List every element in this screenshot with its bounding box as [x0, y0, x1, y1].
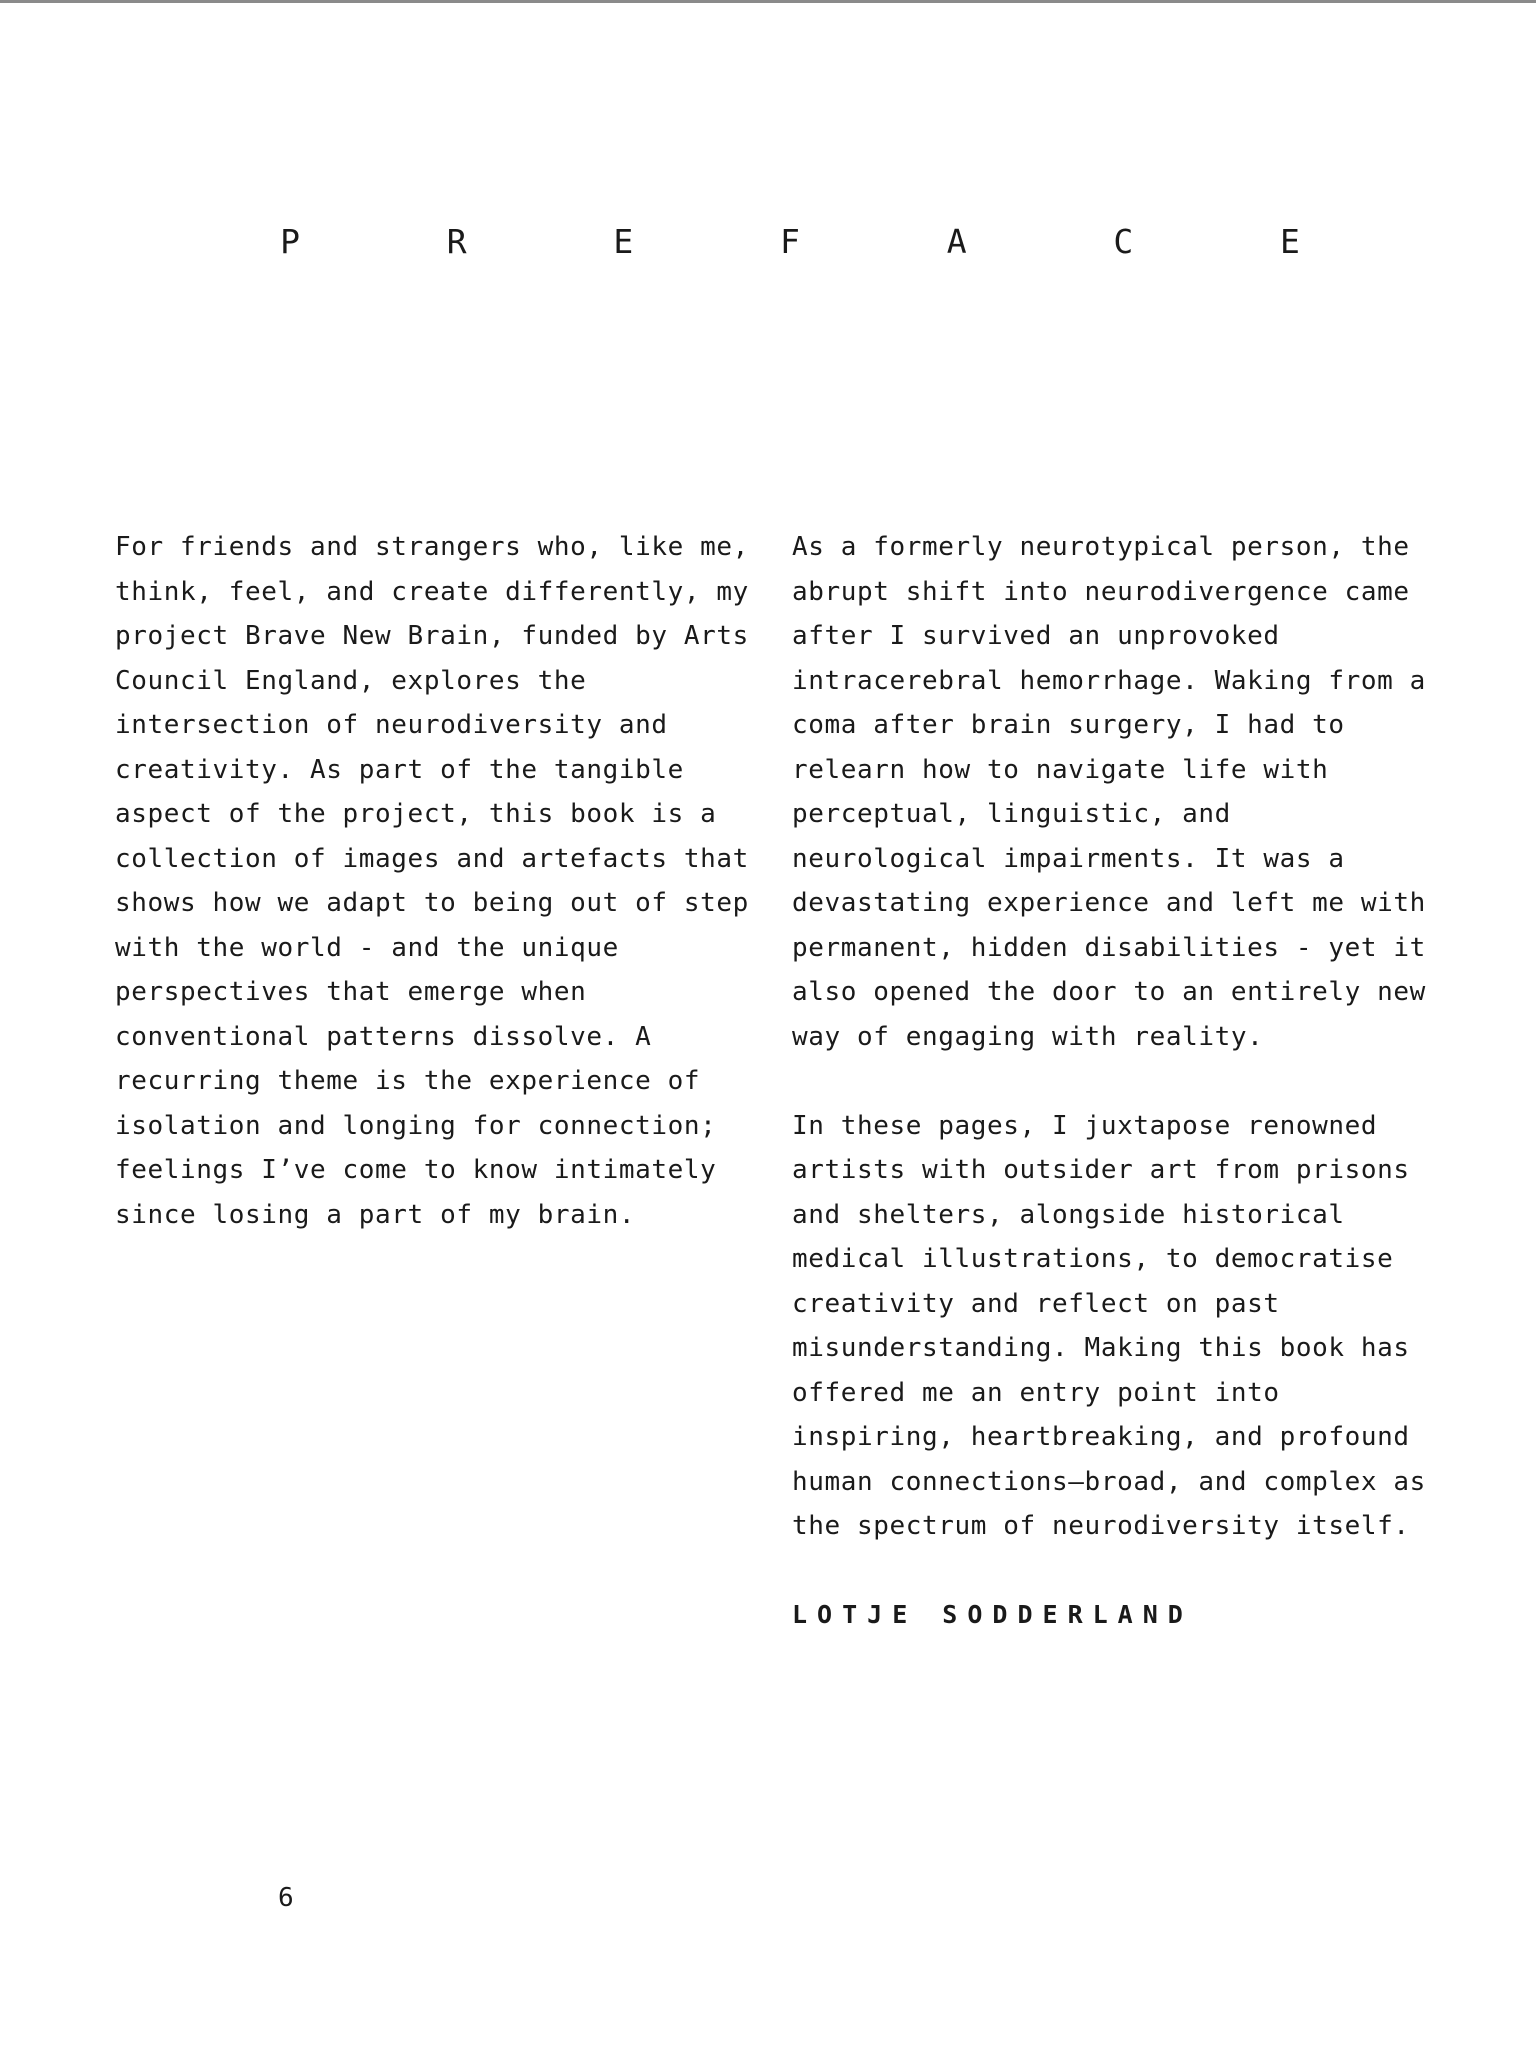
- left-text-column: [115, 525, 755, 1237]
- author-signature: LOTJE SODDERLAND: [792, 1600, 1193, 1629]
- title-letter: E: [613, 222, 634, 261]
- title-letter: P: [280, 222, 300, 261]
- title-letter: A: [946, 222, 967, 261]
- body-paragraph: In these pages, I juxtapose renowned artists with outsider art from prisons and shelters, alongside historical medical illustrations, to democratise creativity and reflect on past misunderstanding. Making this book has offered me an entry point into inspiring, heartbreaking, and profound human connections—broad, and complex as the spectrum of neurodiversity itself.: [792, 1110, 1426, 1541]
- title-letter: R: [446, 222, 467, 261]
- page-title: [240, 218, 1340, 266]
- page-number: 6: [278, 1883, 294, 1913]
- title-letter: E: [1280, 222, 1300, 261]
- right-text-column: [792, 525, 1432, 1638]
- title-letter: C: [1113, 222, 1134, 261]
- body-paragraph: For friends and strangers who, like me, think, feel, and create differently, my project Brave New Brain, funded by Arts Council England, explores the intersection of neurodiversity and creativity. As part of the tangible aspect of the project, this book is a collection of images and artefacts that shows how we adapt to being out of step with the world - and the unique perspectives that emerge when conventional patterns dissolve. A recurring theme is the experience of isolation and longing for connection; feelings I’ve come to know intimately since losing a part of my brain.: [115, 532, 749, 1230]
- title-letter: F: [780, 222, 800, 261]
- body-paragraph: As a formerly neurotypical person, the abrupt shift into neurodivergence came after I survived an unprovoked intracerebral hemorrhage. Waking from a coma after brain surgery, I had to relearn how to navigate life with perceptual, linguistic, and neurological impairments. It was a devastating experience and left me with permanent, hidden disabilities - yet it also opened the door to an entirely new way of engaging with reality.: [792, 532, 1426, 1052]
